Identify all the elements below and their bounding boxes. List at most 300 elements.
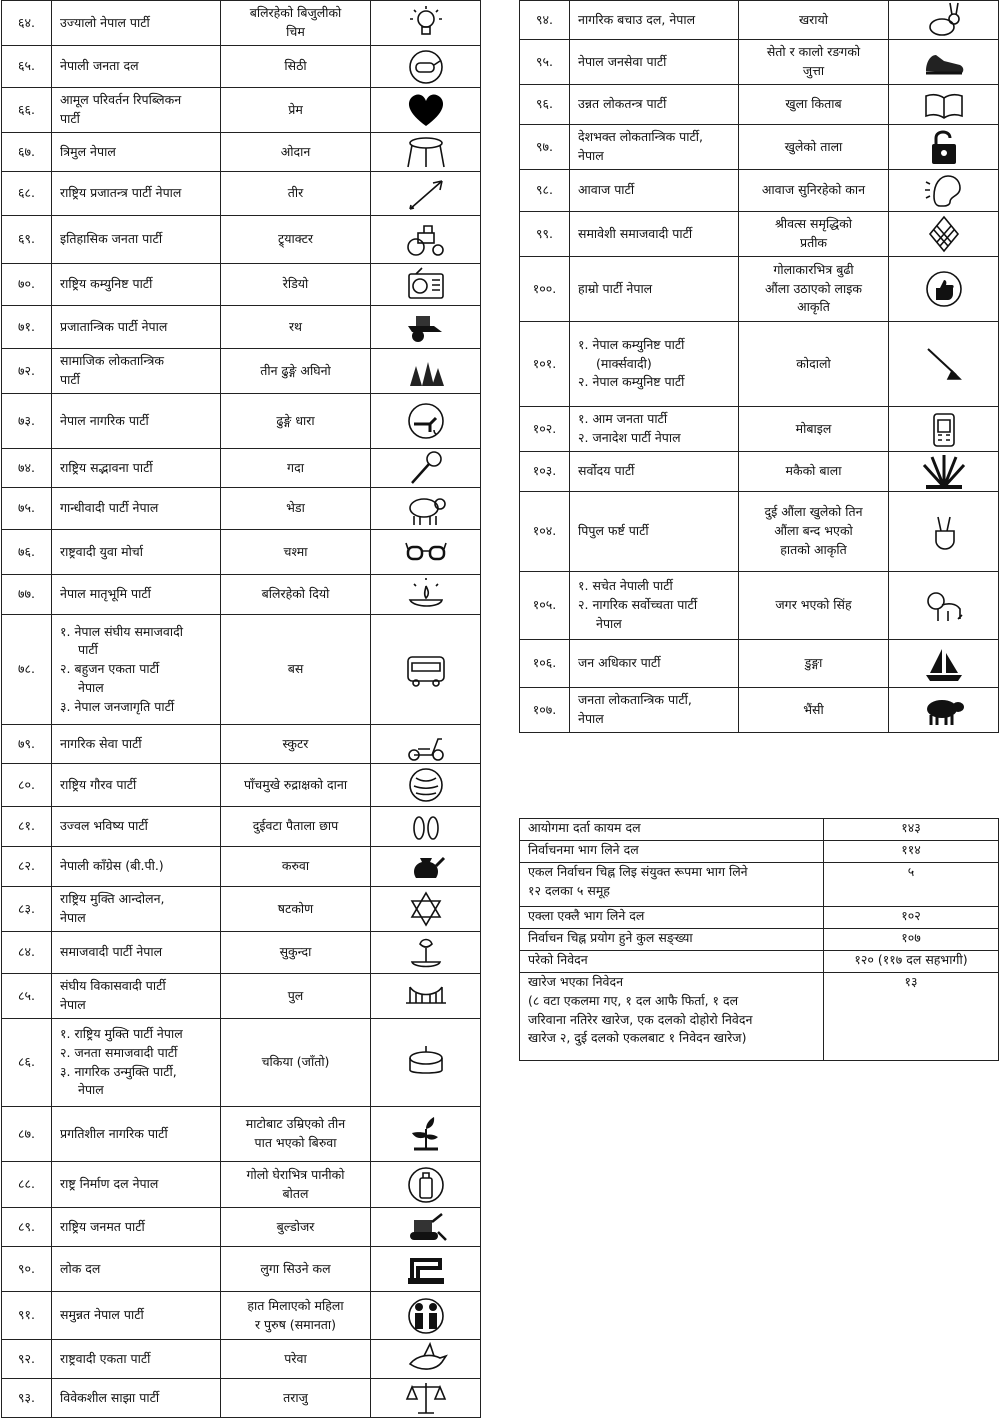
summary-label-line: एकल निर्वाचन चिह्न लिइ संयुक्त रूपमा भाग लिने (528, 864, 748, 879)
serial-number: १०५. (520, 572, 570, 640)
party-name-line: प्रजातान्त्रिक पार्टी नेपाल (60, 318, 168, 334)
symbol-name (221, 1247, 371, 1292)
symbol-name-line: दुई औंला खुलेको तिन (764, 504, 863, 520)
symbol-image-cell (371, 1292, 481, 1340)
symbol-name (221, 264, 371, 306)
party-name-line: नेपाली काँग्रेस (बी.पी.) (60, 858, 164, 874)
party-name (570, 257, 739, 322)
party-name (52, 764, 221, 807)
party-name (52, 349, 221, 394)
party-name-line: समुन्नत नेपाल पार्टी (60, 1307, 144, 1323)
party-row (2, 349, 481, 394)
symbol-name (221, 349, 371, 394)
party-name-line: नेपाल (78, 679, 104, 695)
symbol-name-line: माटोबाट उम्रिएको तीन (245, 1116, 346, 1132)
corn-icon (922, 453, 966, 491)
symbol-image-cell (371, 88, 481, 133)
serial-number: ८०. (2, 764, 52, 807)
symbol-name (221, 216, 371, 264)
serial-number: ९१. (2, 1292, 52, 1340)
symbol-name (221, 615, 371, 725)
summary-row (520, 973, 999, 1061)
party-name-line: ३. नेपाल जनजागृति पार्टी (60, 698, 175, 714)
summary-value: १०७ (824, 929, 999, 951)
party-name-line: २. नागरिक सर्वोच्चता पार्टी (578, 597, 698, 613)
symbol-name-line: चकिया (जाँतो) (261, 1054, 330, 1070)
symbol-name-line: कोदालो (796, 355, 831, 371)
summary-row (520, 929, 999, 951)
party-name-line: १. नेपाल संघीय समाजवादी (60, 623, 183, 639)
party-name-line: सामाजिक लोकतान्त्रिक (60, 353, 164, 369)
party-name-line: राष्ट्रिय मुक्ति आन्दोलन, (60, 891, 165, 907)
symbol-name (221, 133, 371, 172)
party-row (2, 575, 481, 615)
party-name (52, 488, 221, 530)
symbol-name-line: प्रेम (288, 101, 303, 117)
symbol-image-cell (371, 1208, 481, 1247)
symbol-image-cell (371, 46, 481, 88)
symbol-image-cell (371, 530, 481, 575)
symbol-name-line: दुईवटा पैताला छाप (252, 818, 339, 834)
symbol-image-cell (371, 306, 481, 349)
serial-number: ९८. (520, 170, 570, 212)
symbol-image-cell (371, 133, 481, 172)
symbol-name-line: गोलो घेराभित्र पानीको (246, 1166, 345, 1182)
summary-label-line: खारेज भएका निवेदन (528, 974, 624, 989)
symbol-name-line: खुलेको ताला (784, 138, 843, 154)
party-name (52, 807, 221, 847)
party-row (2, 88, 481, 133)
party-name-line: प्रगतिशील नागरिक पार्टी (60, 1125, 168, 1141)
symbol-name-line: श्रीवत्स समृद्धिको (774, 216, 853, 232)
party-name (52, 1162, 221, 1208)
serial-number: ६७. (2, 133, 52, 172)
hexagram-icon (404, 890, 448, 928)
symbol-name (221, 88, 371, 133)
party-row (2, 1208, 481, 1247)
party-name-line: पार्टी (60, 372, 80, 387)
party-row (520, 407, 999, 452)
symbol-image-cell (371, 349, 481, 394)
summary-label (520, 951, 824, 973)
serial-number: ७२. (2, 349, 52, 394)
serial-number: ८३. (2, 887, 52, 932)
serial-number: १००. (520, 257, 570, 322)
party-row (520, 688, 999, 733)
party-row (520, 170, 999, 212)
symbol-name-line: औंला उठाएको लाइक (765, 280, 862, 296)
summary-label (520, 973, 824, 1061)
serial-number: ९५. (520, 40, 570, 85)
party-name (52, 725, 221, 764)
party-name-line: देशभक्त लोकतान्त्रिक पार्टी, (578, 129, 704, 145)
symbol-image-cell (371, 264, 481, 306)
party-row (520, 212, 999, 257)
summary-value: ५ (824, 863, 999, 907)
symbol-image-cell (371, 887, 481, 932)
serial-number: ६५. (2, 46, 52, 88)
symbol-name (221, 1379, 371, 1418)
sheep-icon (404, 490, 448, 528)
symbol-image-cell (371, 764, 481, 807)
symbol-image-cell (889, 1, 999, 40)
party-name-line: नेपाली जनता दल (60, 58, 139, 74)
serial-number: ८७. (2, 1107, 52, 1162)
mace-icon (404, 449, 448, 487)
party-name-line: नेपाल (78, 1082, 104, 1098)
party-row (2, 1292, 481, 1340)
serial-number: ६४. (2, 1, 52, 46)
party-name (52, 887, 221, 932)
symbol-name (221, 974, 371, 1019)
symbol-image-cell (371, 807, 481, 847)
symbol-image-cell (371, 932, 481, 974)
buffalo-icon (922, 691, 966, 729)
symbol-name-line: ओदान (280, 143, 311, 159)
symbol-name (221, 1340, 371, 1379)
sewing-machine-icon (404, 1250, 448, 1288)
party-name (52, 1107, 221, 1162)
symbol-name (739, 640, 889, 688)
symbol-name (221, 847, 371, 887)
party-name-line: १. नेपाल कम्युनिष्ट पार्टी (578, 336, 685, 352)
summary-label-line: १२ दलका ५ समूह (528, 882, 610, 898)
serial-number: ६८. (2, 172, 52, 216)
summary-row (520, 841, 999, 863)
party-row (2, 615, 481, 725)
summary-value: १०२ (824, 907, 999, 929)
symbol-image-cell (371, 1340, 481, 1379)
symbol-name (221, 1019, 371, 1107)
party-name (52, 449, 221, 488)
party-name-line: १. सचेत नेपाली पार्टी (578, 578, 673, 594)
serial-number: ७१. (2, 306, 52, 349)
symbol-name-line: मोबाइल (795, 420, 832, 436)
symbol-name-line: करुवा (281, 858, 310, 874)
serial-number: ९४. (520, 1, 570, 40)
symbol-image-cell (889, 125, 999, 170)
party-name (52, 615, 221, 725)
symbol-image-cell (889, 407, 999, 452)
party-row (520, 85, 999, 125)
summary-label-line: खारेज २, दुई दलको एकलबाट १ निवेदन खारेज) (528, 1030, 747, 1046)
symbol-name-line: खरायो (798, 11, 829, 27)
party-row (2, 1379, 481, 1418)
party-row (2, 264, 481, 306)
symbol-name-line: डुङ्गा (804, 655, 823, 671)
symbol-name-line: ढुङ्गे धारा (276, 412, 315, 428)
party-name-line: पार्टी (60, 111, 80, 126)
serial-number: ८८. (2, 1162, 52, 1208)
party-name (52, 216, 221, 264)
symbol-name-line: र पुरुष (समानता) (254, 1316, 337, 1332)
summary-label (520, 819, 824, 841)
summary-label (520, 907, 824, 929)
party-name-line: पार्टी (78, 642, 98, 658)
heart-icon (404, 91, 448, 129)
party-name (52, 172, 221, 216)
stand-icon (404, 133, 448, 171)
party-name (52, 133, 221, 172)
serial-number: ७८. (2, 615, 52, 725)
symbol-name-line: खुला किताब (785, 96, 842, 112)
party-name-line: समावेशी समाजवादी पार्टी (578, 225, 693, 241)
serial-number: ७९. (2, 725, 52, 764)
rabbit-icon (922, 1, 966, 39)
serial-number: ६९. (2, 216, 52, 264)
symbol-name (739, 125, 889, 170)
party-name-line: २. जनता समाजवादी पार्टी (60, 1044, 178, 1060)
party-name (570, 212, 739, 257)
arrow-icon (404, 175, 448, 213)
serial-number: १०२. (520, 407, 570, 452)
symbol-image-cell (371, 1162, 481, 1208)
symbol-name-line: सुकुन्दा (279, 944, 312, 960)
symbol-name-line: स्कुटर (282, 735, 309, 751)
tractor-icon (404, 221, 448, 259)
party-name (570, 572, 739, 640)
party-name (52, 932, 221, 974)
symbol-name-line: बलिरहेको बिजुलीको (249, 5, 342, 21)
serial-number: १०१. (520, 322, 570, 407)
summary-label (520, 863, 824, 907)
symbol-image-cell (889, 452, 999, 492)
party-name-line: आवाज पार्टी (578, 182, 635, 198)
party-name-line: नेपाल मातृभूमि पार्टी (60, 586, 151, 602)
symbol-name (739, 688, 889, 733)
victory-hand-icon (922, 513, 966, 551)
symbol-name (221, 488, 371, 530)
party-row (2, 488, 481, 530)
summary-label (520, 841, 824, 863)
symbol-name-line: भेडा (286, 500, 305, 516)
serial-number: ७५. (2, 488, 52, 530)
symbol-image-cell (889, 170, 999, 212)
lion-icon (922, 587, 966, 625)
symbol-name (221, 46, 371, 88)
symbol-image-cell (371, 1, 481, 46)
party-name (570, 125, 739, 170)
party-name-line: सर्वोदय पार्टी (578, 463, 635, 479)
serial-number: ९६. (520, 85, 570, 125)
pigeon-icon (404, 1340, 448, 1378)
symbol-name-line: आकृति (797, 299, 830, 315)
symbol-name-line: तीन ढुङ्गे अघिनो (260, 362, 331, 378)
stove-icon (404, 352, 448, 390)
party-name-line: नेपाल (578, 148, 604, 163)
symbol-image-cell (371, 974, 481, 1019)
symbol-image-cell (371, 394, 481, 449)
serial-number: ९०. (2, 1247, 52, 1292)
serial-number: १०७. (520, 688, 570, 733)
party-name-line: १. राष्ट्रिय मुक्ति पार्टी नेपाल (60, 1026, 183, 1041)
symbol-name-line: मकैको बाला (785, 463, 842, 479)
party-name-line: नेपाल (596, 615, 622, 631)
party-row (2, 887, 481, 932)
party-row (2, 216, 481, 264)
serial-number: १०६. (520, 640, 570, 688)
scales-icon (404, 1379, 448, 1417)
symbol-name-line: ट्र्याक्टर (277, 231, 313, 247)
party-name (52, 847, 221, 887)
summary-row (520, 907, 999, 929)
symbol-name-line: पात भएको बिरुवा (254, 1135, 337, 1150)
party-name-line: पिपुल फर्ष्ट पार्टी (578, 523, 649, 539)
symbol-name (221, 1292, 371, 1340)
bus-icon (404, 651, 448, 689)
symbol-name (221, 932, 371, 974)
symbol-image-cell (889, 257, 999, 322)
symbol-name (221, 1162, 371, 1208)
symbol-name-line: बोतल (282, 1185, 309, 1201)
boat-icon (922, 645, 966, 683)
symbol-image-cell (371, 725, 481, 764)
party-name-line: १. आम जनता पार्टी (578, 411, 668, 427)
party-name-line: ३. नागरिक उन्मुक्ति पार्टी, (60, 1063, 177, 1079)
symbol-image-cell (889, 40, 999, 85)
symbol-image-cell (889, 640, 999, 688)
symbol-name (739, 257, 889, 322)
bulb-icon (404, 4, 448, 42)
party-name-line: संघीय विकासवादी पार्टी (60, 978, 166, 994)
party-row (2, 725, 481, 764)
party-name-line: नागरिक सेवा पार्टी (60, 735, 142, 751)
symbol-name-line: रथ (288, 318, 303, 334)
serial-number: ९३. (2, 1379, 52, 1418)
serial-number: ८९. (2, 1208, 52, 1247)
party-name-line: हाम्रो पार्टी नेपाल (578, 280, 653, 296)
party-name (570, 85, 739, 125)
symbol-name-line: सेतो र कालो रङगको (766, 44, 861, 60)
symbol-image-cell (889, 688, 999, 733)
party-row (2, 974, 481, 1019)
party-name (52, 264, 221, 306)
chariot-icon (404, 308, 448, 346)
symbol-name (739, 170, 889, 212)
party-row (520, 125, 999, 170)
serial-number: १०३. (520, 452, 570, 492)
party-row (2, 306, 481, 349)
symbol-image-cell (371, 449, 481, 488)
footprint-icon (404, 808, 448, 846)
symbol-name (221, 887, 371, 932)
waterspout-icon (404, 402, 448, 440)
serial-number: ७०. (2, 264, 52, 306)
symbol-image-cell (889, 322, 999, 407)
party-row (520, 40, 999, 85)
symbol-image-cell (371, 1247, 481, 1292)
party-name-line: आमूल परिवर्तन रिपब्लिकन (60, 92, 182, 108)
serial-number: ८१. (2, 807, 52, 847)
padlock-icon (922, 128, 966, 166)
party-row (520, 257, 999, 322)
party-row (2, 764, 481, 807)
plant-icon (404, 1115, 448, 1153)
party-name-line: नेपाल नागरिक पार्टी (60, 412, 149, 428)
party-name (570, 40, 739, 85)
thumbs-up-icon (922, 270, 966, 308)
endless-knot-icon (922, 215, 966, 253)
symbol-name (739, 40, 889, 85)
summary-table (519, 818, 999, 1061)
mobile-icon (922, 410, 966, 448)
symbol-image-cell (889, 492, 999, 572)
party-name-line: उज्वल भविष्य पार्टी (60, 818, 148, 834)
symbol-name-line: बस (287, 661, 304, 677)
party-row (2, 449, 481, 488)
party-name-line: २. बहुजन एकता पार्टी (60, 661, 160, 677)
party-symbol-table-right (519, 0, 999, 733)
scooter-icon (404, 725, 448, 763)
symbol-name-line: बलिरहेको दियो (261, 586, 330, 602)
party-row (2, 1162, 481, 1208)
symbol-name (221, 530, 371, 575)
party-name (52, 1, 221, 46)
bottle-icon (404, 1166, 448, 1204)
party-row (2, 133, 481, 172)
party-row (520, 1, 999, 40)
party-name-line: नागरिक बचाउ दल, नेपाल (578, 11, 696, 27)
party-name-line: उन्नत लोकतन्त्र पार्टी (578, 96, 667, 112)
party-row (2, 1, 481, 46)
summary-label-line: (८ वटा एकलमा गए, १ दल आफै फिर्ता, १ दल (528, 992, 739, 1008)
party-name (52, 1247, 221, 1292)
symbol-name-line: प्रतीक (799, 235, 828, 250)
party-name-line: २. जनादेश पार्टी नेपाल (578, 430, 681, 445)
sukunda-icon (404, 934, 448, 972)
summary-label-line: निर्वाचनमा भाग लिने दल (528, 842, 639, 857)
rudraksha-icon (404, 766, 448, 804)
party-name (570, 1, 739, 40)
serial-number: ७७. (2, 575, 52, 615)
party-name (570, 170, 739, 212)
party-row (520, 322, 999, 407)
party-name (570, 688, 739, 733)
symbol-name-line: पाँचमुखे रुद्राक्षको दाना (243, 776, 348, 792)
party-name-line: गान्धीवादी पार्टी नेपाल (60, 500, 159, 516)
party-name-line: उज्यालो नेपाल पार्टी (60, 14, 150, 30)
party-row (2, 932, 481, 974)
party-name-line: राष्ट्रवादी एकता पार्टी (60, 1350, 151, 1366)
party-name-line: नेपाल जनसेवा पार्टी (578, 53, 667, 69)
symbol-name (221, 807, 371, 847)
party-name-line: राष्ट्रिय प्रजातन्त्र पार्टी नेपाल (60, 185, 182, 201)
symbol-name (221, 725, 371, 764)
party-name (52, 974, 221, 1019)
shoe-icon (922, 43, 966, 81)
summary-value: ११४ (824, 841, 999, 863)
symbol-name (221, 172, 371, 216)
party-name-line: (मार्क्सवादी) (596, 355, 652, 371)
radio-icon (404, 266, 448, 304)
serial-number: ७६. (2, 530, 52, 575)
symbol-name (221, 306, 371, 349)
ear-icon (922, 172, 966, 210)
party-name-line: लोक दल (60, 1260, 101, 1276)
symbol-name-line: बुल्डोजर (276, 1218, 315, 1234)
summary-label-line: आयोगमा दर्ता कायम दल (528, 820, 641, 835)
party-name (570, 492, 739, 572)
party-name (570, 322, 739, 407)
symbol-image-cell (889, 85, 999, 125)
symbol-name (739, 572, 889, 640)
serial-number: ८६. (2, 1019, 52, 1107)
summary-label-line: निर्वाचन चिह्न प्रयोग हुने कुल सङ्ख्या (528, 930, 693, 945)
symbol-name (739, 452, 889, 492)
symbol-image-cell (371, 1107, 481, 1162)
symbol-name (739, 407, 889, 452)
party-name (52, 1208, 221, 1247)
